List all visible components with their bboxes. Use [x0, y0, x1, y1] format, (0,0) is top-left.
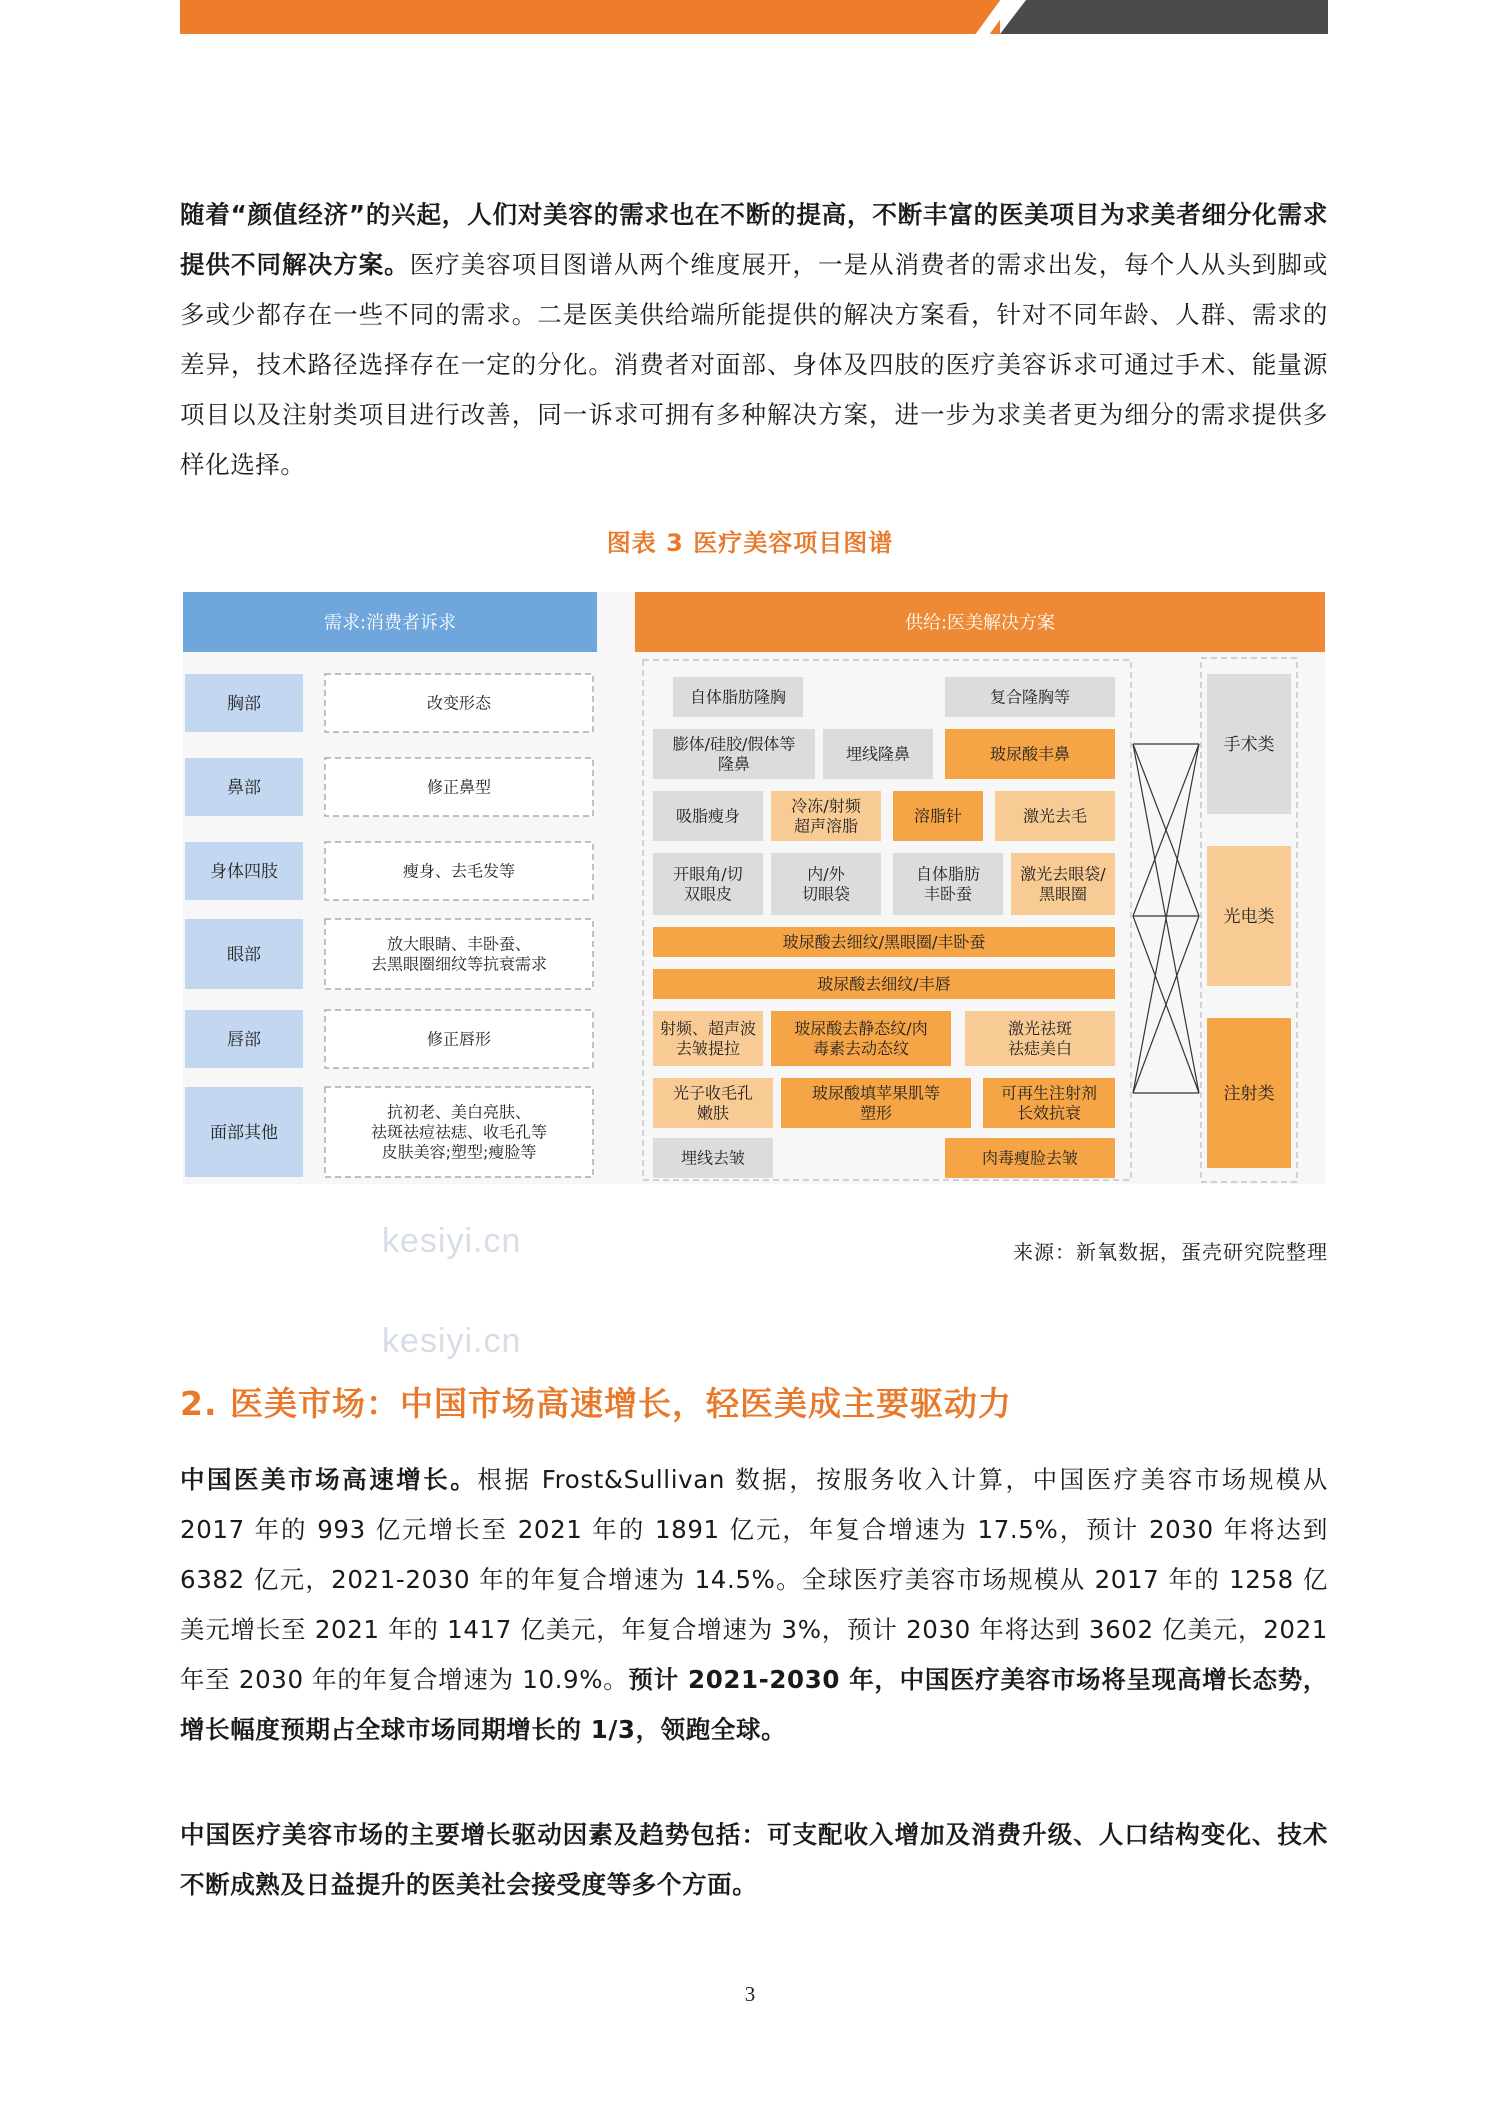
demand-part-label: 面部其他	[210, 1122, 278, 1143]
solution-label: 激光祛斑祛痣美白	[1007, 1019, 1073, 1059]
demand-need-label: 抗初老、美白亮肤、祛斑祛痘祛痣、收毛孔等皮肤美容;塑型;瘦脸等	[370, 1102, 548, 1162]
intro-bold-text: 随着“颜值经济”的兴起，人们对美容的需求也在不断的提高，不断丰富的医美项目为求美者细分化需求提供不同解决方案。	[180, 200, 1328, 279]
demand-part-label: 身体四肢	[210, 861, 278, 882]
solution-label: 玻尿酸丰鼻	[989, 744, 1071, 764]
solution-label: 复合隆胸等	[989, 687, 1071, 707]
solution-label: 肉毒瘦脸去皱	[981, 1148, 1079, 1168]
demand-part-label: 胸部	[227, 693, 261, 714]
beauty-project-map-svg	[183, 592, 1325, 1184]
solution-label: 自体脂肪隆胸	[689, 687, 787, 707]
market-bold-end: 预计 2021-2030 年，中国医疗美容市场将呈现高增长态势，增长幅度预期占全球市场同期增长的 1/3，领跑全球。	[180, 1665, 1328, 1744]
solution-label: 冷冻/射频超声溶脂	[791, 796, 861, 836]
figure-source: 来源：新氧数据，蛋壳研究院整理	[1013, 1240, 1328, 1264]
solution-label: 玻尿酸填苹果肌等塑形	[811, 1083, 941, 1123]
header-bar-gray	[1000, 0, 1328, 34]
header-bar-orange	[180, 0, 1000, 34]
category-label: 注射类	[1223, 1083, 1275, 1104]
category-label: 手术类	[1223, 734, 1275, 755]
solution-label: 激光去毛	[1022, 806, 1088, 826]
solution-label: 膨体/硅胶/假体等隆鼻	[672, 734, 796, 774]
solution-label: 吸脂瘦身	[675, 806, 741, 826]
demand-need-label: 修正鼻型	[426, 777, 492, 797]
solution-label: 溶脂针	[913, 806, 963, 826]
watermark-text-2: kesiyi.cn	[382, 1322, 522, 1360]
solution-label: 可再生注射剂长效抗衰	[1000, 1083, 1098, 1123]
drivers-paragraph: 中国医疗美容市场的主要增长驱动因素及趋势包括：可支配收入增加及消费升级、人口结构变化、技术不断成熟及日益提升的医美社会接受度等多个方面。	[180, 1820, 1328, 1899]
solution-label: 埋线去皱	[680, 1148, 746, 1168]
solution-label: 玻尿酸去细纹/黑眼圈/丰卧蚕	[782, 932, 986, 952]
demand-header-text: 需求:消费者诉求	[323, 612, 457, 634]
beauty-project-map	[183, 592, 1325, 1184]
intro-text: 医疗美容项目图谱从两个维度展开，一是从消费者的需求出发，每个人从头到脚或多或少都存在一些不同的需求。二是医美供给端所能提供的解决方案看，针对不同年龄、人群、需求的差异，技术路径选择存在一定的分化。消费者对面部、身体及四肢的医疗美容诉求可通过手术、能量源项目以及注射类项目进行改善，同一诉求可拥有多种解决方案，进一步为求美者更为细分的需求提供多样化选择。	[180, 250, 1328, 479]
market-text: 根据 Frost&Sullivan 数据，按服务收入计算，中国医疗美容市场规模从 2017 年的 993 亿元增长至 2021 年的 1891 亿元，年复合增速为 17.5%，预计 2030 年将达到 6382 亿元，2021-2030 年的年复合增速为 14.5%。全球医疗美容市场规模从 2017 年的 1258 亿美元增长至 2021 年的 1417 亿美元，年复合增速为 3%，预计 2030 年将达到 3602 亿美元，2021 年至 2030 年的年复合增速为 10.9%。	[180, 1465, 1328, 1694]
solution-label: 玻尿酸去细纹/丰唇	[817, 974, 951, 994]
category-label: 光电类	[1223, 906, 1275, 927]
solution-label: 玻尿酸去静态纹/肉毒素去动态纹	[794, 1019, 928, 1059]
page-number: 3	[744, 1982, 756, 2006]
demand-part-label: 鼻部	[227, 777, 261, 798]
solution-label: 内/外切眼袋	[801, 864, 851, 904]
watermark-text: kesiyi.cn	[382, 1222, 522, 1260]
demand-need-label: 放大眼睛、丰卧蚕、去黑眼圈细纹等抗衰需求	[370, 934, 548, 974]
solution-label: 自体脂肪丰卧蚕	[915, 864, 981, 904]
intro-paragraph	[180, 190, 1328, 490]
market-paragraph	[180, 1455, 1328, 1755]
demand-need-label: 瘦身、去毛发等	[402, 861, 516, 881]
solution-label: 激光去眼袋/黑眼圈	[1020, 864, 1106, 904]
solution-label: 射频、超声波去皱提拉	[659, 1019, 757, 1059]
figure-title: 图表 3 医疗美容项目图谱	[606, 529, 894, 557]
solution-label: 埋线隆鼻	[845, 744, 911, 764]
supply-header-text: 供给:医美解决方案	[904, 612, 1056, 634]
section-heading: 2. 医美市场：中国市场高速增长，轻医美成主要驱动力	[180, 1384, 1012, 1423]
demand-need-label: 改变形态	[426, 693, 492, 713]
demand-part-label: 唇部	[227, 1029, 261, 1050]
solution-label: 开眼角/切双眼皮	[673, 864, 743, 904]
demand-part-label: 眼部	[227, 944, 261, 965]
market-bold-start: 中国医美市场高速增长。	[180, 1465, 478, 1494]
demand-need-label: 修正唇形	[426, 1029, 492, 1049]
solution-label: 光子收毛孔嫩肤	[672, 1083, 754, 1123]
